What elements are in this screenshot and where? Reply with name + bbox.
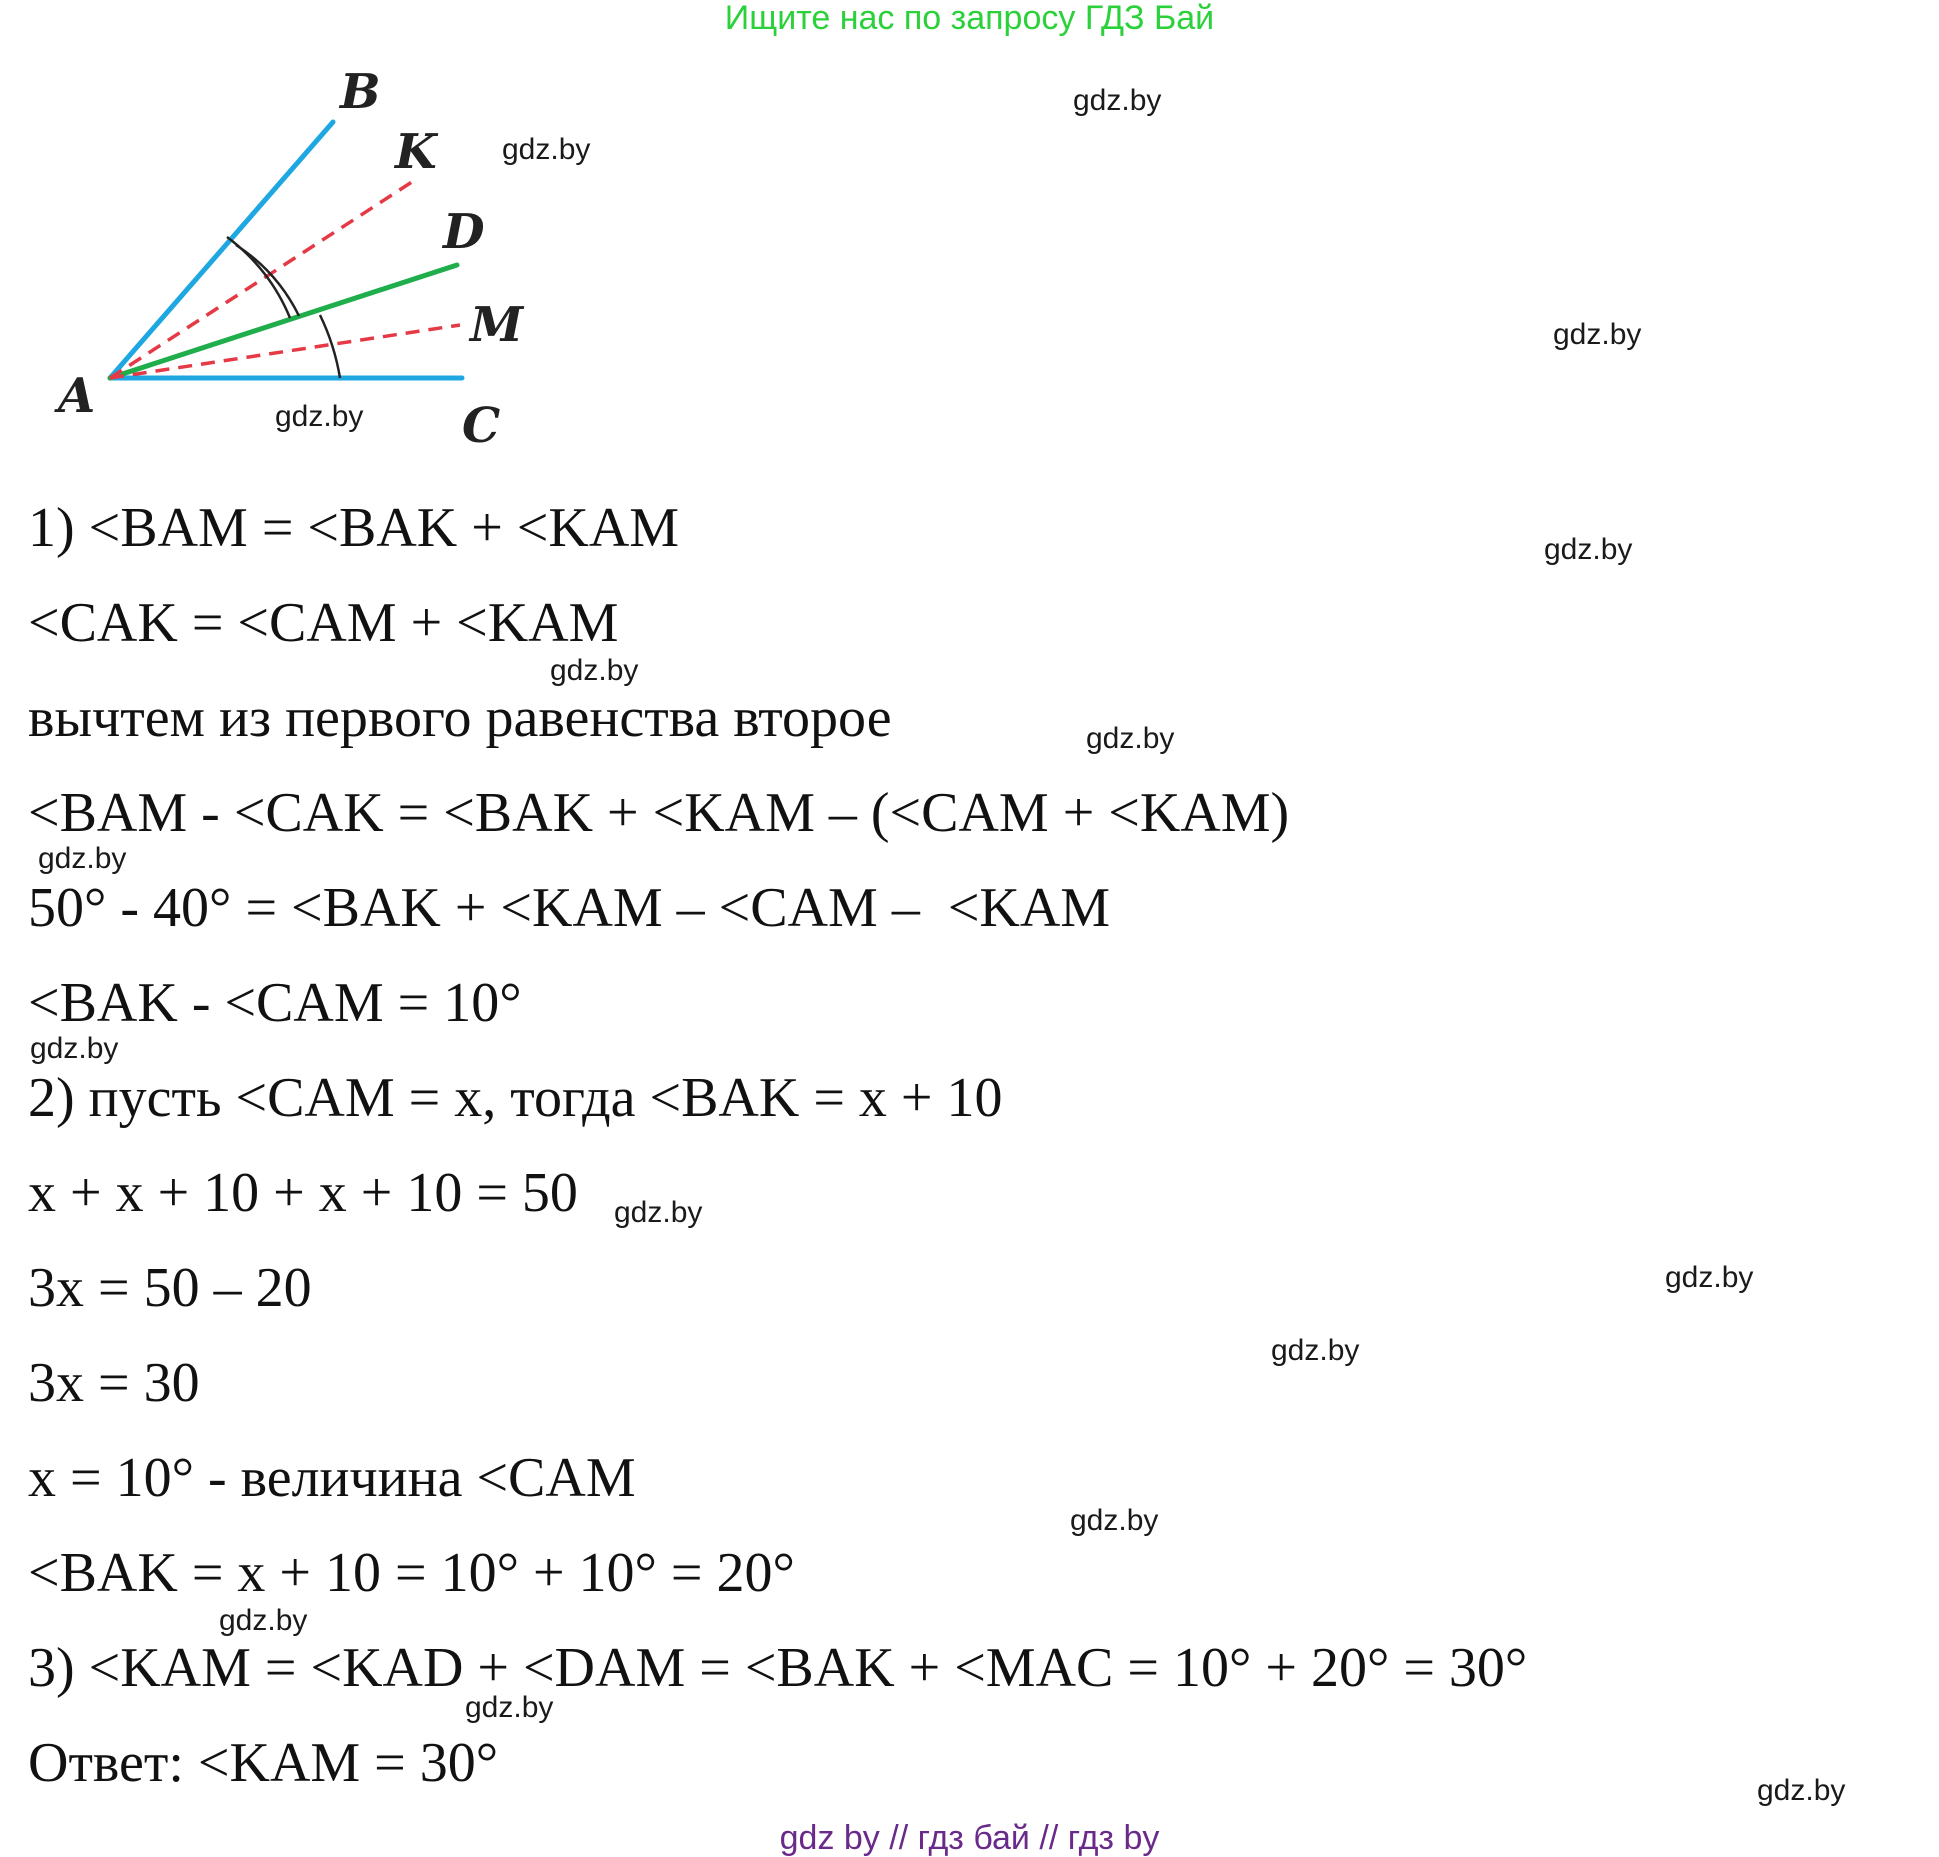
solution-line-14: Ответ: <KAM = 30° (28, 1732, 499, 1794)
solution-line-8: x + x + 10 + x + 10 = 50 (28, 1162, 578, 1224)
solution-line-9: 3x = 50 – 20 (28, 1257, 312, 1319)
ray-am (110, 325, 460, 378)
arc-bad-inner (236, 245, 299, 316)
arc-bad-outer (227, 237, 290, 318)
solution-line-4: <BAM - <CAK = <BAK + <KAM – (<CAM + <KAM) (28, 782, 1290, 844)
watermark: gdz.by (30, 1032, 119, 1065)
point-label-c: C (462, 398, 501, 454)
solution-line-10: 3x = 30 (28, 1352, 200, 1414)
watermark: gdz.by (502, 133, 591, 166)
header-banner[interactable]: Ищите нас по запросу ГДЗ Бай (724, 0, 1215, 37)
point-label-a: A (58, 368, 96, 424)
watermark: gdz.by (1544, 533, 1633, 566)
watermark: gdz.by (219, 1604, 308, 1637)
watermark: gdz.by (550, 654, 639, 687)
solution-line-3: вычтем из первого равенства второе (28, 687, 892, 749)
watermark: gdz.by (1070, 1504, 1159, 1537)
watermark: gdz.by (1553, 318, 1642, 351)
solution-line-12: <BAK = x + 10 = 10° + 10° = 20° (28, 1542, 795, 1604)
watermark: gdz.by (465, 1691, 554, 1724)
point-label-b: B (340, 64, 381, 120)
watermark: gdz.by (1757, 1774, 1846, 1807)
solution-line-13: 3) <KAM = <KAD + <DAM = <BAK + <MAC = 10° + 20° = 30° (28, 1637, 1528, 1699)
solution-line-1: 1) <BAM = <BAK + <KAM (28, 497, 680, 559)
watermark: gdz.by (38, 842, 127, 875)
solution-line-11: x = 10° - величина <CAM (28, 1447, 636, 1509)
watermark: gdz.by (1665, 1261, 1754, 1294)
watermark: gdz.by (614, 1196, 703, 1229)
solution-line-5: 50° - 40° = <BAK + <KAM – <CAM – <KAM (28, 877, 1111, 939)
watermark: gdz.by (1086, 722, 1175, 755)
watermark: gdz.by (275, 400, 364, 433)
point-label-m: M (470, 297, 524, 353)
point-label-k: K (395, 124, 437, 180)
ray-ak (110, 178, 418, 378)
watermark: gdz.by (1271, 1334, 1360, 1367)
solution-line-2: <CAK = <CAM + <KAM (28, 592, 619, 654)
solution-line-7: 2) пусть <CAM = x, тогда <BAK = x + 10 (28, 1067, 1003, 1129)
watermark: gdz.by (1073, 84, 1162, 117)
point-label-d: D (443, 204, 485, 260)
solution-line-6: <BAK - <CAM = 10° (28, 972, 522, 1034)
footer-links[interactable]: gdz by // гдз бай // гдз by (779, 1819, 1160, 1857)
